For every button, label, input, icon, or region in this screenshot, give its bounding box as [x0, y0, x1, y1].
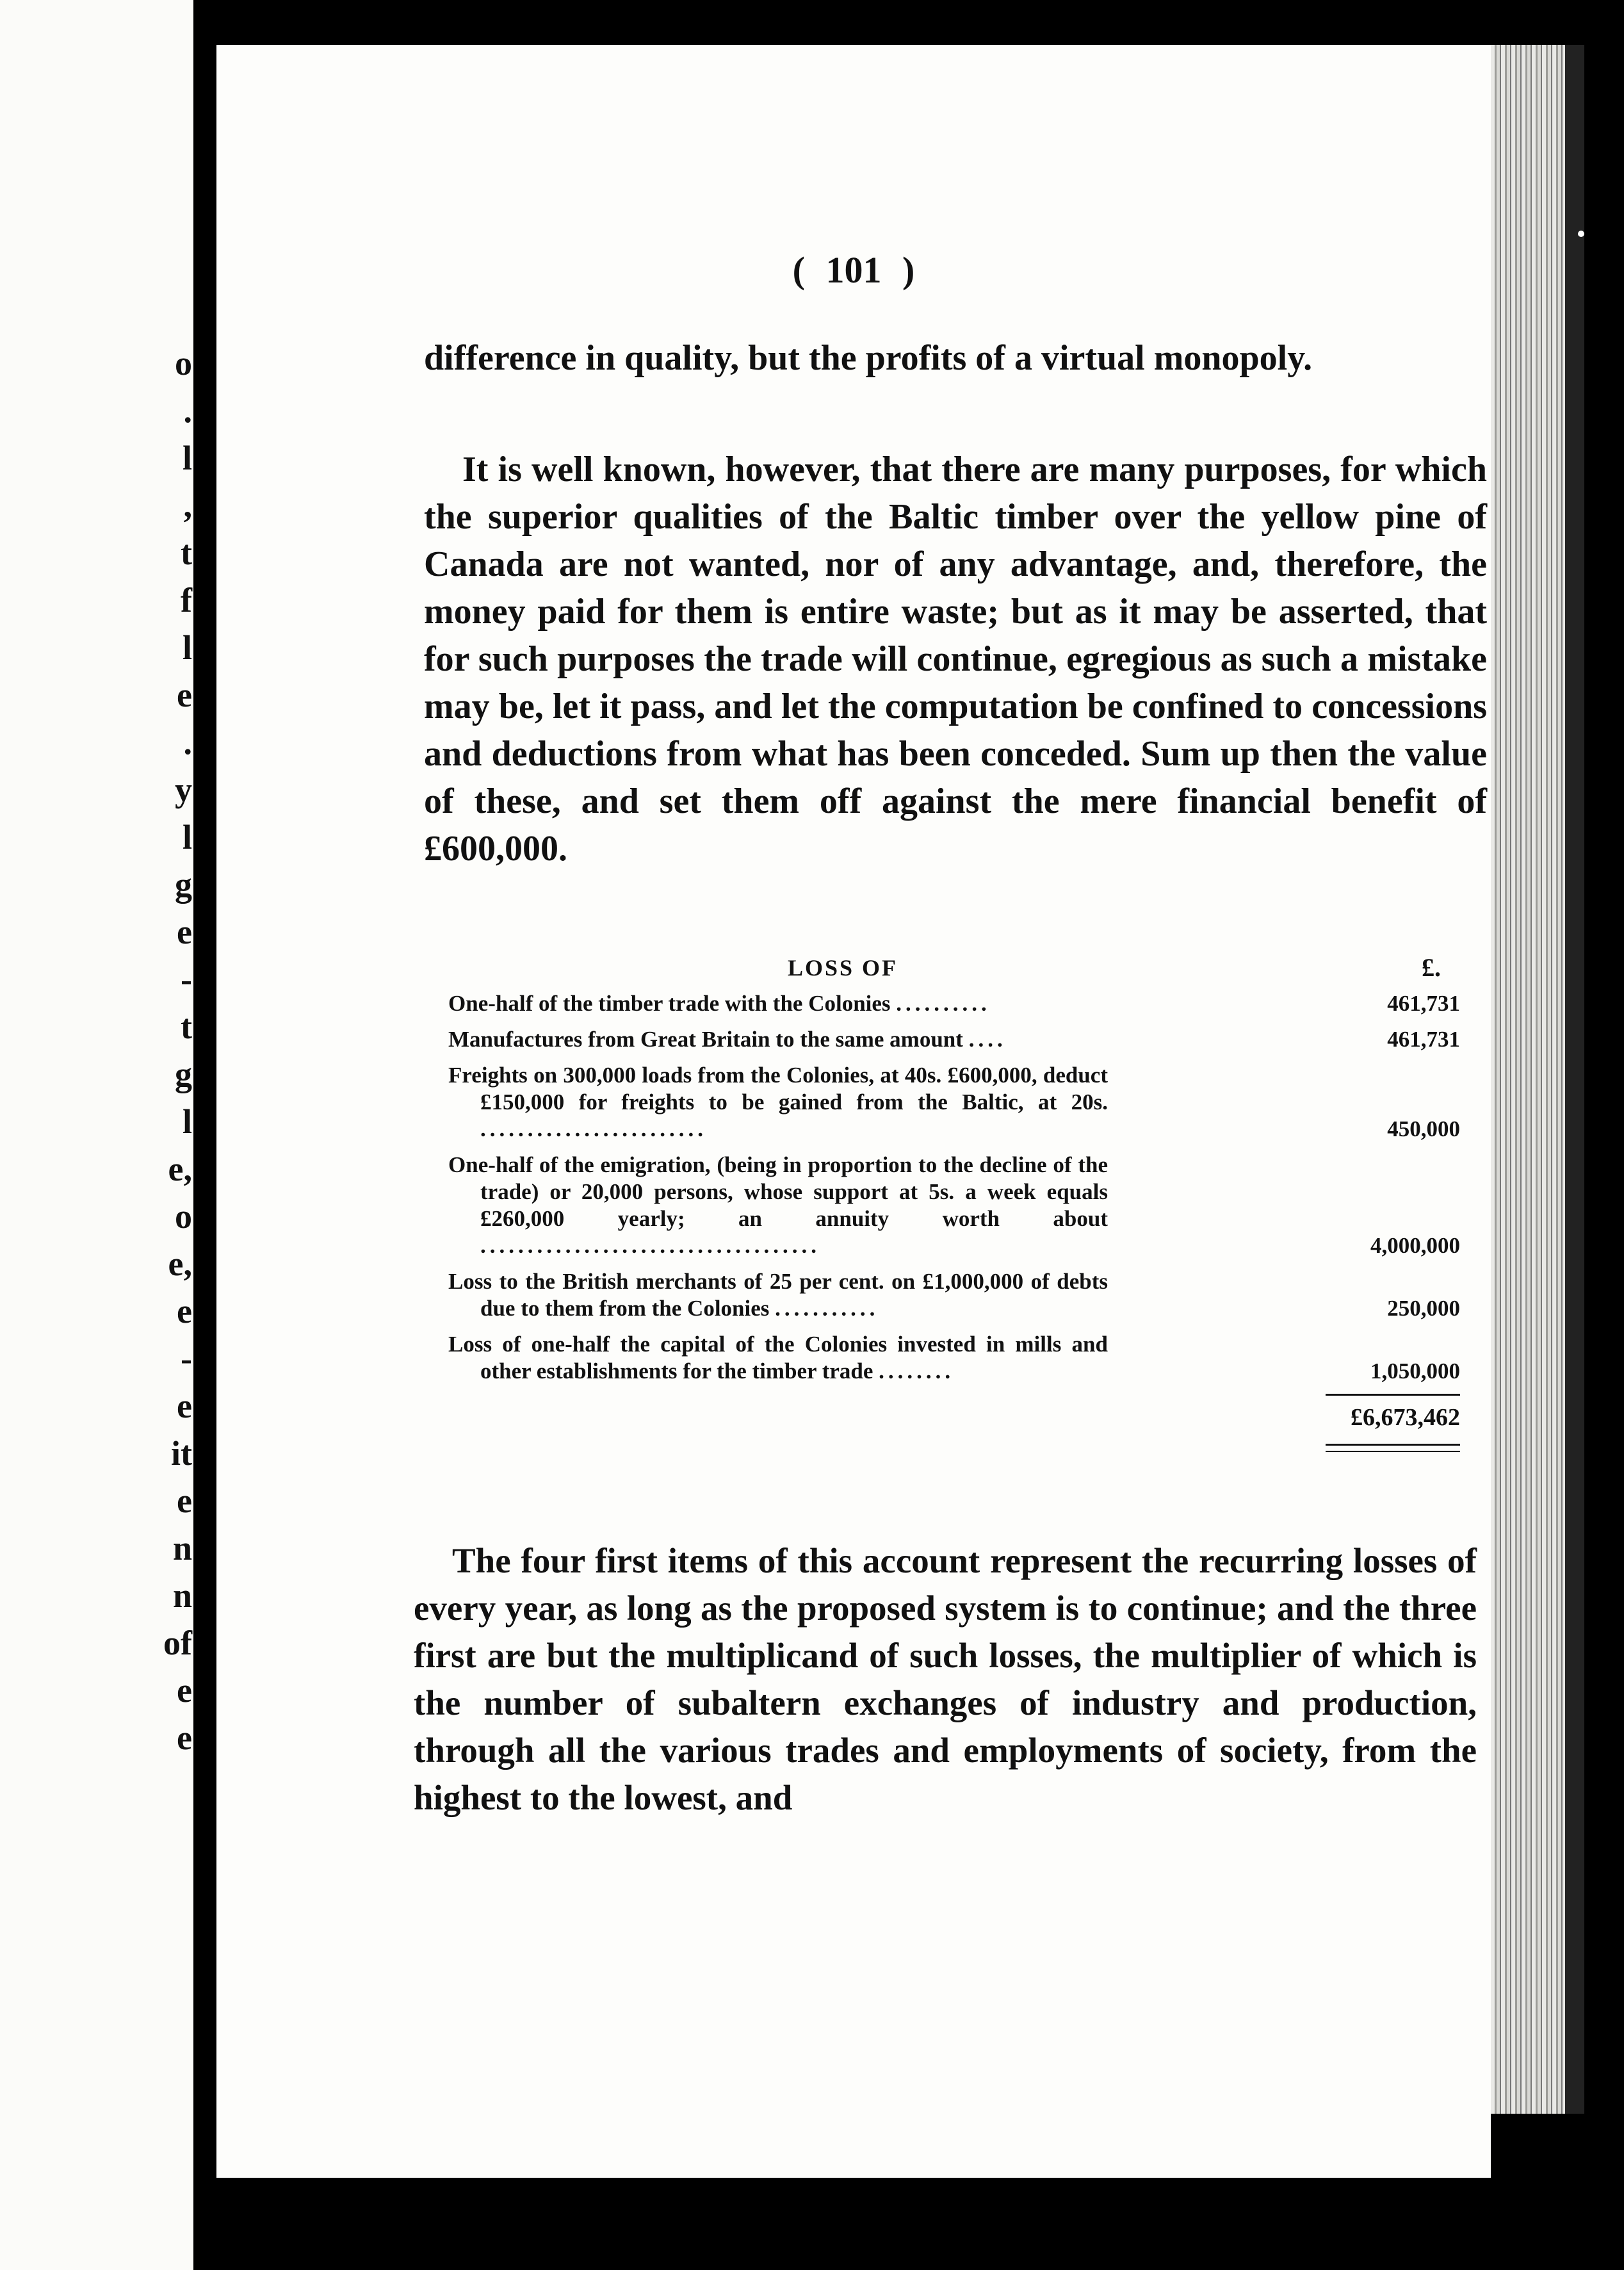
paragraph-2: It is well known, however, that there are many purposes, for which the superior qualities of the Baltic timber over the yellow pine of Canada are not wanted, nor of any advantage, and, therefore, the money paid for them is entire waste; but as it may be asserted, that for such purposes the trade will continue, egregious as such a mistake may be, let it pass, and let the computation be confined to concessions and deductions from what has been conceded. Sum up then the value of these, and set them off against the mere financial benefit of £600,000.: [424, 450, 1487, 869]
loss-total-row: [448, 1394, 1460, 1464]
margin-letter: e: [177, 913, 192, 951]
margin-letter: e: [177, 1387, 192, 1425]
page-number: ( 101 ): [792, 249, 915, 291]
total-rule: [1326, 1394, 1460, 1396]
loss-item: [448, 1268, 1460, 1322]
loss-table-header: [448, 954, 1460, 990]
loss-item-description: Loss of one-half the capital of the Colonies invested in mills and other establishments for the timber trade: [448, 1332, 1108, 1384]
margin-letter: ,: [183, 486, 192, 525]
loss-table: [448, 954, 1460, 1464]
margin-letter: .: [183, 391, 192, 430]
margin-letter: t: [181, 1008, 192, 1046]
leader-dots: ........................: [480, 1116, 707, 1141]
loss-item-description: Freights on 300,000 loads from the Colonies, at 40s. £600,000, deduct £150,000 for freights to be gained from the Baltic, at 20s.: [448, 1063, 1108, 1115]
total-double-rule: [1326, 1444, 1460, 1452]
loss-item-amount: 461,731: [1387, 991, 1460, 1016]
margin-letter: g: [175, 1055, 192, 1093]
margin-letter: l: [182, 1102, 192, 1141]
margin-letter: e,: [168, 1150, 192, 1188]
loss-item-description: One-half of the timber trade with the Colonies: [448, 991, 891, 1016]
margin-letter: t: [181, 534, 192, 572]
margin-letter: o: [175, 344, 192, 382]
loss-item-description: Manufactures from Great Britain to the same amount: [448, 1027, 963, 1052]
gutter: [193, 0, 216, 2270]
loss-item-amount: 450,000: [1387, 1116, 1460, 1141]
loss-item: [448, 1152, 1460, 1259]
page-edge-stack: [1491, 45, 1565, 2114]
margin-letter: n: [172, 1529, 192, 1567]
leader-dots: ........: [879, 1359, 955, 1384]
margin-letter: y: [175, 771, 192, 809]
right-page: [216, 45, 1491, 2178]
leader-dots: ....: [968, 1027, 1007, 1052]
leader-dots: ....................................: [480, 1233, 820, 1258]
margin-letter: -: [181, 960, 192, 999]
page-edge-shadow: [1565, 45, 1584, 2114]
loss-item: [448, 1026, 1460, 1053]
loss-item: [448, 990, 1460, 1017]
paragraph-3: The four first items of this account represent the recurring losses of every year, as long as the proposed system is to continue; and the three first are but the multiplicand of such losses, the multiplier of which is the number of subaltern exchanges of industry and production, through all the various trades and employments of society, from the highest to the lowest, and: [414, 1541, 1477, 1817]
margin-letter: e,: [168, 1245, 192, 1283]
margin-letter: .: [183, 723, 192, 762]
margin-letter: l: [182, 818, 192, 856]
paragraph-1: difference in quality, but the profits of a virtual monopoly.: [424, 338, 1313, 378]
loss-item: [448, 1331, 1460, 1385]
leader-dots: ..........: [896, 991, 991, 1016]
left-page-fragment: [0, 0, 193, 2270]
currency-heading: £.: [1422, 953, 1441, 982]
leader-dots: ...........: [775, 1296, 879, 1321]
margin-letter: f: [181, 581, 192, 619]
loss-item-amount: 4,000,000: [1370, 1233, 1460, 1258]
loss-item-amount: 461,731: [1387, 1027, 1460, 1052]
margin-letter: e: [177, 1482, 192, 1520]
loss-table-heading: LOSS OF: [788, 955, 898, 981]
margin-letter: of: [163, 1624, 192, 1662]
margin-letter: n: [172, 1576, 192, 1615]
margin-letter: it: [171, 1434, 192, 1473]
margin-letter: l: [182, 628, 192, 667]
margin-letter: e: [177, 1292, 192, 1330]
margin-letter: l: [182, 439, 192, 477]
margin-letter: g: [175, 865, 192, 904]
loss-item-amount: 1,050,000: [1370, 1359, 1460, 1384]
margin-letter: e: [177, 676, 192, 714]
scan-speck: [1578, 231, 1584, 237]
margin-letter: o: [175, 1197, 192, 1236]
loss-item: [448, 1062, 1460, 1143]
loss-item-amount: 250,000: [1387, 1296, 1460, 1321]
margin-letter: -: [181, 1339, 192, 1378]
loss-item-description: Loss to the British merchants of 25 per cent. on £1,000,000 of debts due to them from the Colonies: [448, 1269, 1108, 1321]
margin-letter: e: [177, 1719, 192, 1757]
loss-item-description: One-half of the emigration, (being in proportion to the decline of the trade) or 20,000 persons, whose support at 5s. a week equals £260,000 yearly; an annuity worth about: [448, 1152, 1108, 1231]
loss-total: £6,673,462: [1351, 1404, 1460, 1431]
margin-letter: e: [177, 1671, 192, 1710]
